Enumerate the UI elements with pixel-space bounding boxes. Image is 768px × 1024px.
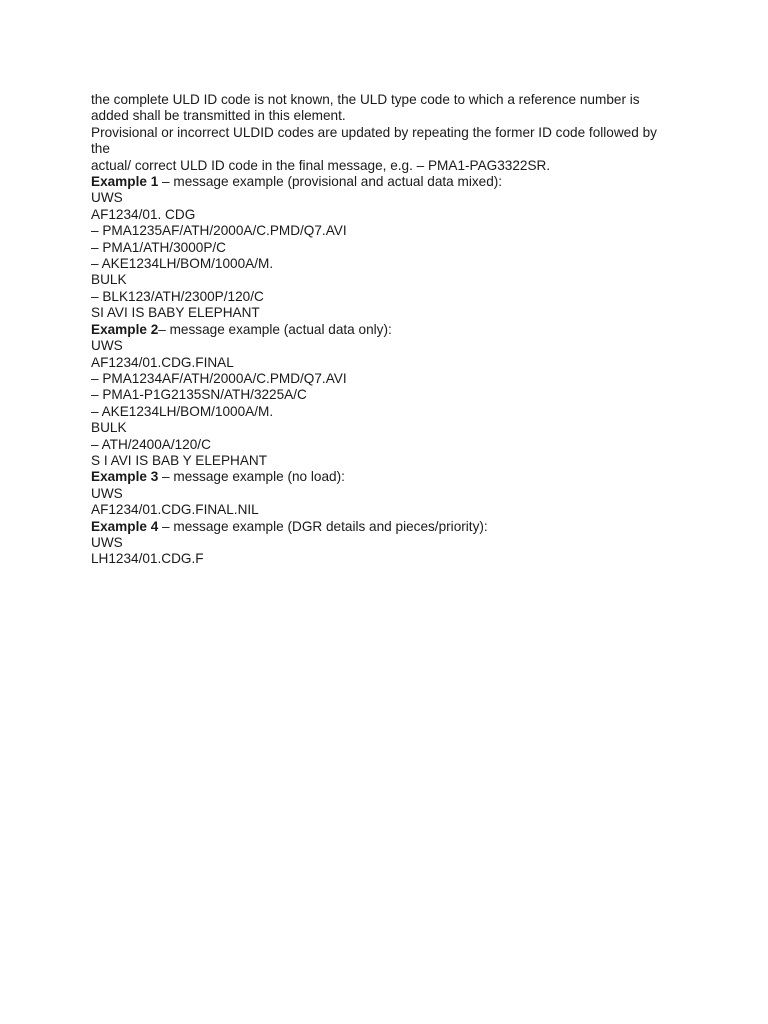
intro-line: actual/ correct ULD ID code in the final message, e.g. – PMA1-PAG3322SR. [91,157,551,173]
example-1-line: – PMA1235AF/ATH/2000A/C.PMD/Q7.AVI [91,223,347,239]
intro-line: Provisional or incorrect ULDID codes are updated by repeating the former ID code followed by [91,124,657,140]
example-1-line: – BLK123/ATH/2300P/120/C [91,288,264,304]
intro-line: the complete ULD ID code is not known, the ULD type code to which a reference number is [91,92,640,107]
example-2-description: – message example (actual data only): [158,321,392,337]
example-2-line: – AKE1234LH/BOM/1000A/M. [91,403,274,419]
example-3-label: Example 3 [91,469,159,485]
example-1-description: – message example (provisional and actual data mixed): [158,174,503,190]
example-2-line: S I AVI IS BAB Y ELEPHANT [91,452,268,468]
example-1-line: UWS [91,190,123,206]
example-4-label: Example 4 [91,518,159,534]
example-2-line: – PMA1234AF/ATH/2000A/C.PMD/Q7.AVI [91,370,347,386]
example-4-line: UWS [91,534,123,550]
example-2-line: – PMA1-P1G2135SN/ATH/3225A/C [91,387,307,403]
example-1-line: SI AVI IS BABY ELEPHANT [91,305,260,321]
example-2-label: Example 2 [91,321,159,337]
example-1-line: – PMA1/ATH/3000P/C [91,239,226,255]
example-2-line: BULK [91,420,127,436]
example-4-line: LH1234/01.CDG.F [91,551,204,567]
example-2-line: AF1234/01.CDG.FINAL [91,354,234,370]
intro-line: the [91,141,110,157]
example-1-heading [91,174,681,190]
example-1-line: AF1234/01. CDG [91,206,196,222]
example-2-line: – ATH/2400A/120/C [91,436,211,452]
example-3-description: – message example (no load): [158,469,345,485]
example-4-description: – message example (DGR details and pieces/priority): [158,518,488,534]
example-1-line: – AKE1234LH/BOM/1000A/M. [91,256,274,272]
example-4-heading [91,519,681,535]
example-3-line: UWS [91,485,123,501]
example-3-heading [91,469,681,485]
intro-line: added shall be transmitted in this element. [91,108,346,124]
example-1-label: Example 1 [91,174,159,190]
example-1-line: BULK [91,272,127,288]
example-3-line: AF1234/01.CDG.FINAL.NIL [91,502,259,518]
document-body [91,92,681,568]
example-2-heading [91,322,681,338]
example-2-line: UWS [91,338,123,354]
